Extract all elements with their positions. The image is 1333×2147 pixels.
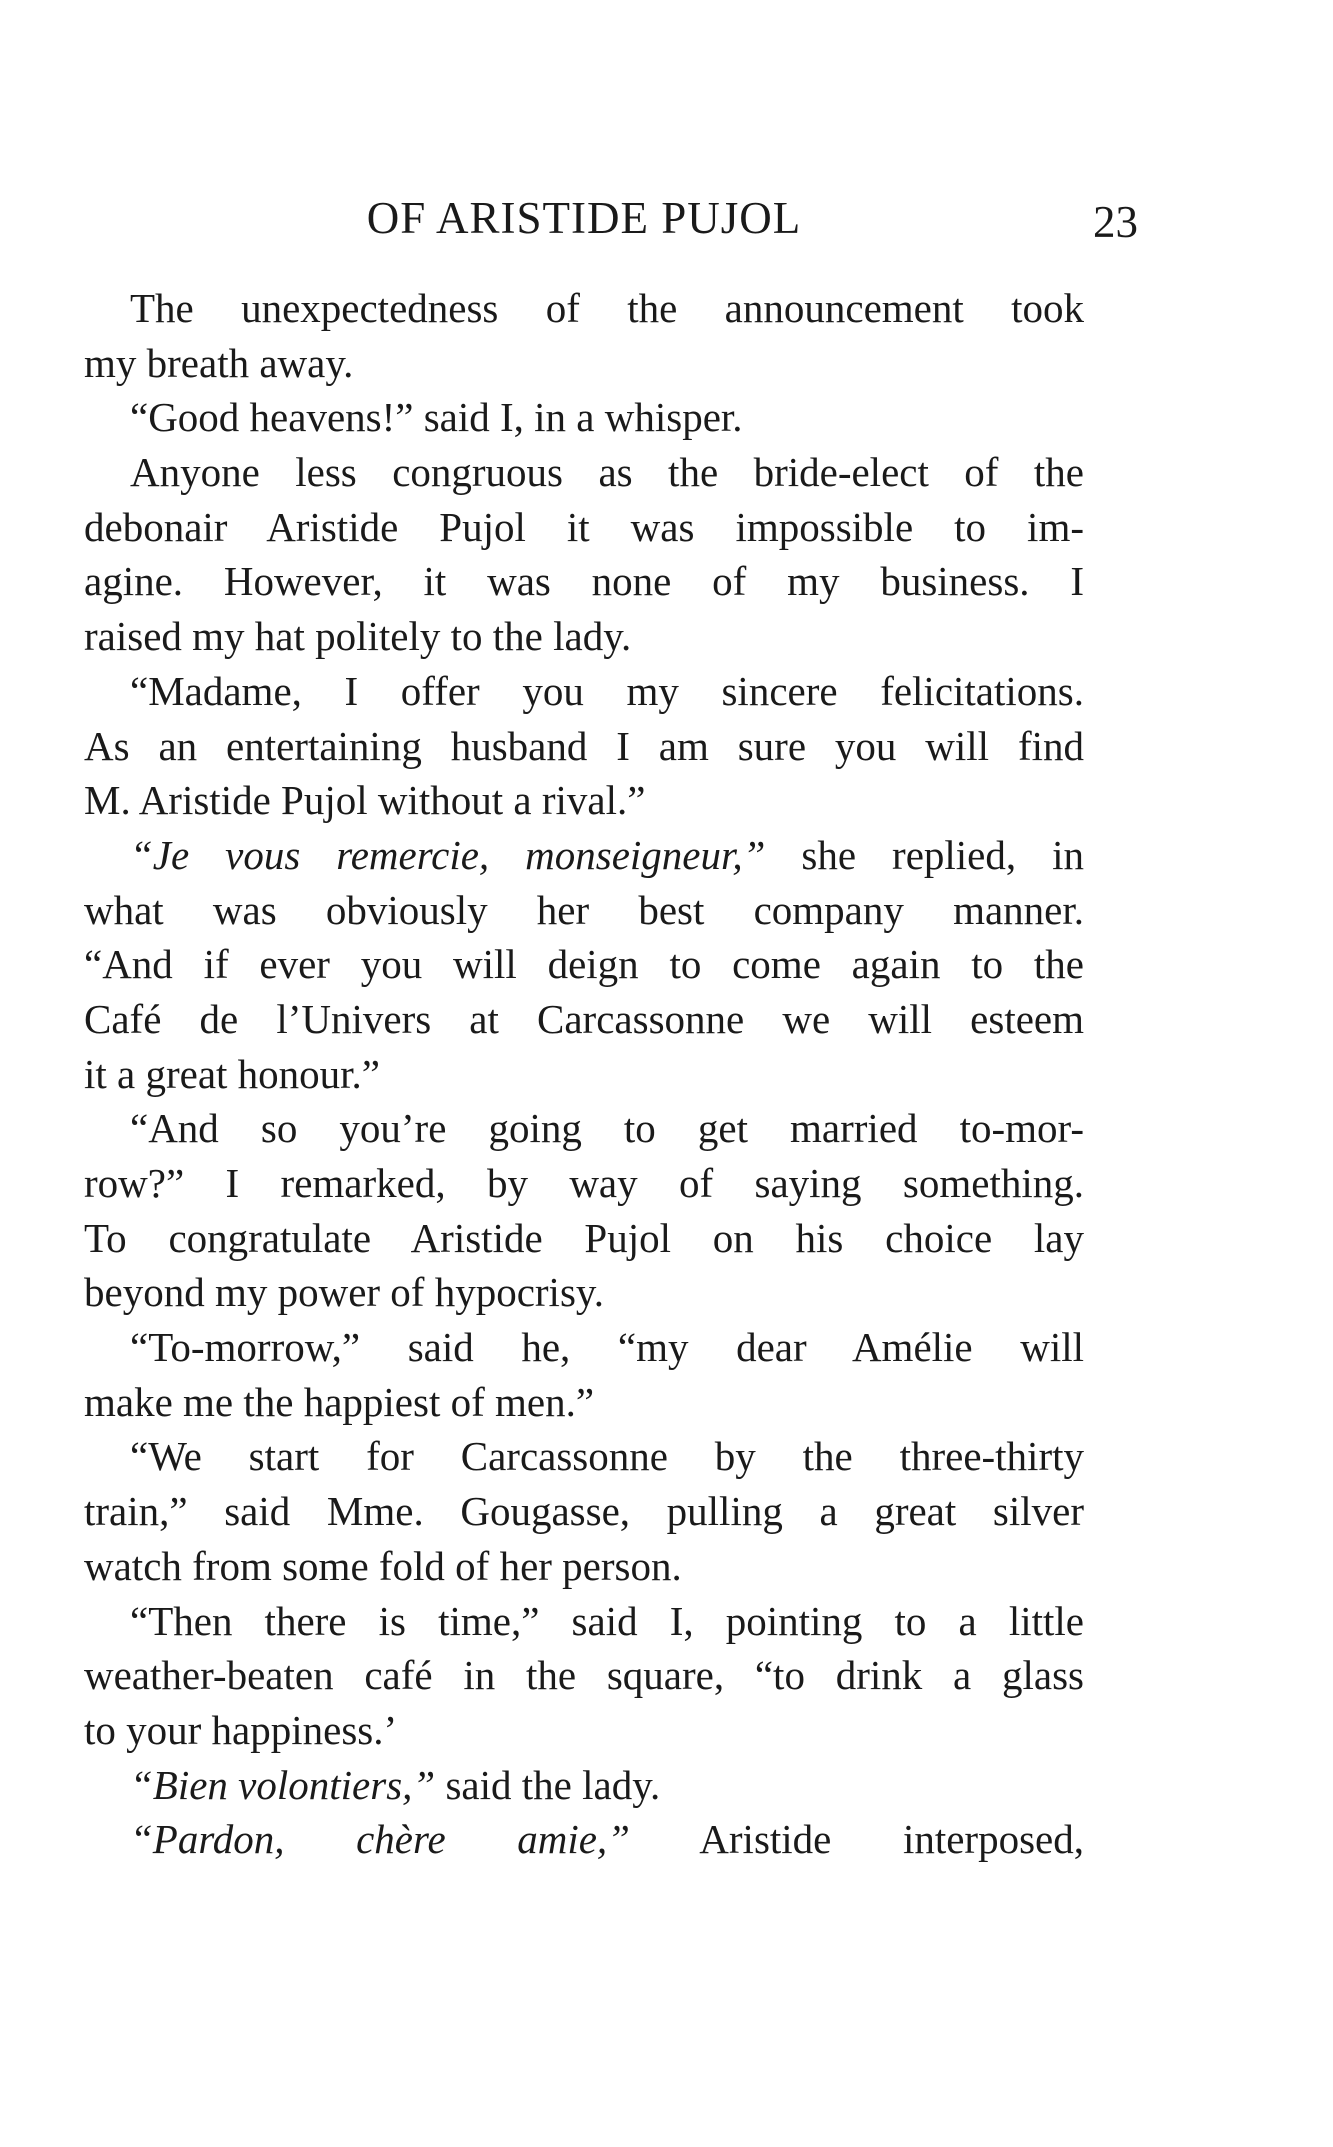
italic-phrase: “Bien volontiers,” <box>130 1761 436 1808</box>
text-line: “To-morrow,” said he, “my dear Amélie will <box>130 1324 1084 1371</box>
text-line: M. Aristide Pujol without a rival.” <box>84 777 646 824</box>
text-line: As an entertaining husband I am sure you will find <box>84 722 1084 769</box>
line-text: she replied, in <box>765 831 1084 878</box>
text-line: “And so you’re going to get married to-mor- <box>130 1105 1084 1152</box>
text-line: to your happiness.’ <box>84 1706 398 1753</box>
line-text: said the lady. <box>435 1761 661 1808</box>
italic-phrase: “Je vous remercie, monseigneur,” <box>130 831 766 878</box>
running-head-title: OF ARISTIDE PUJOL <box>366 193 802 243</box>
running-head <box>84 192 1138 252</box>
text-line: “Good heavens!” said I, in a whisper. <box>130 394 743 441</box>
text-line: weather-beaten café in the square, “to drink a glass <box>84 1652 1084 1699</box>
line-text: Aristide interposed, <box>629 1816 1084 1863</box>
text-line: my breath away. <box>84 339 354 386</box>
text-line: Anyone less congruous as the bride-elect of the <box>130 449 1084 496</box>
page-number: 23 <box>1093 197 1138 247</box>
body-text <box>84 281 1084 1867</box>
text-line: The unexpectedness of the announcement took <box>130 285 1084 331</box>
text-line: debonair Aristide Pujol it was impossible to im- <box>84 503 1084 550</box>
text-line: raised my hat politely to the lady. <box>84 613 632 660</box>
text-line: “Madame, I offer you my sincere felicitations. <box>130 667 1084 714</box>
text-line <box>84 1812 1084 1867</box>
italic-phrase: “Pardon, chère amie,” <box>130 1816 630 1863</box>
text-line: train,” said Mme. Gougasse, pulling a great silver <box>84 1488 1084 1535</box>
text-line <box>84 828 1084 883</box>
text-line <box>84 1758 1084 1813</box>
text-line: beyond my power of hypocrisy. <box>84 1269 604 1316</box>
text-line: “Then there is time,” said I, pointing to a little <box>130 1597 1084 1644</box>
text-line: Café de l’Univers at Carcassonne we will esteem <box>84 995 1084 1042</box>
text-line: agine. However, it was none of my business. I <box>84 558 1084 605</box>
text-line: make me the happiest of men.” <box>84 1378 595 1425</box>
text-line: “And if ever you will deign to come again to the <box>84 941 1084 988</box>
text-line: To congratulate Aristide Pujol on his choice lay <box>84 1214 1084 1261</box>
text-line: it a great honour.” <box>84 1050 381 1097</box>
text-line: what was obviously her best company manner. <box>84 886 1084 933</box>
text-line: row?” I remarked, by way of saying something. <box>84 1160 1084 1206</box>
text-line: watch from some fold of her person. <box>84 1542 682 1589</box>
text-line: “We start for Carcassonne by the three-thirty <box>130 1433 1084 1480</box>
